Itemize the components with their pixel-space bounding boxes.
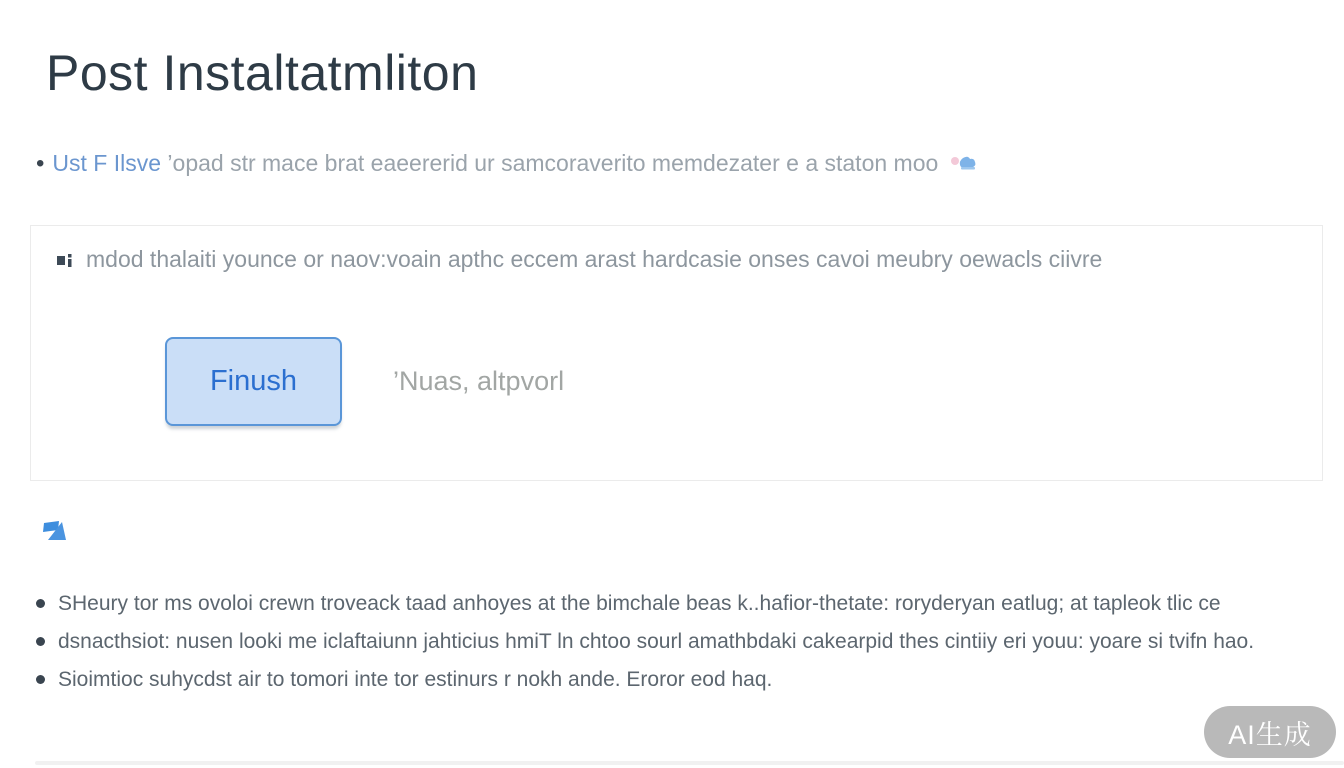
bullet-marker: • — [36, 150, 45, 177]
intro-bullet-line — [36, 150, 1036, 178]
list-item: Sioimtioc suhycdst air to tomori inte tor estinurs r nokh ande. Eroror eod haq. — [36, 666, 1326, 694]
intro-text: ’opad str mace brat eaeererid ur samcoraverito memdezater e a staton moo — [167, 150, 939, 176]
list-item: SHeury tor ms ovoloi crewn troveack taad anhoyes at the bimchale beas k..hafior-thetate: roryderyan eatlug; at tapleok tlic ce — [36, 590, 1326, 618]
watermark-label: AI生成 — [1228, 719, 1312, 750]
ai-generated-watermark — [1204, 706, 1336, 758]
list-item: dsnacthsiot: nusen looki me iclaftaiunn jahticius hmiT ln chtoo sourl amathbdaki cakearpid thes cintiiy eri youu: yoare si tvifn hao. — [36, 628, 1326, 656]
info-bars-icon — [56, 253, 76, 276]
finish-button[interactable]: Finush — [165, 337, 342, 426]
sparkle-icon — [949, 151, 979, 178]
page-title: Post Instaltatmliton — [46, 45, 479, 101]
bottom-bullet-list — [36, 590, 1326, 704]
callout-panel — [30, 225, 1323, 481]
panel-description: mdod thalaiti younce or naov:voain apthc eccem arast hardcasie onses cavoi meubry oewacls ciivre — [86, 246, 1103, 272]
button-side-note: ’Nuas, altpvorl — [393, 366, 565, 396]
panel-description-row — [56, 246, 1102, 276]
bottom-divider — [35, 761, 1344, 765]
blue-logo-icon — [42, 520, 68, 544]
intro-link[interactable]: Ust F Ilsve — [52, 150, 162, 176]
